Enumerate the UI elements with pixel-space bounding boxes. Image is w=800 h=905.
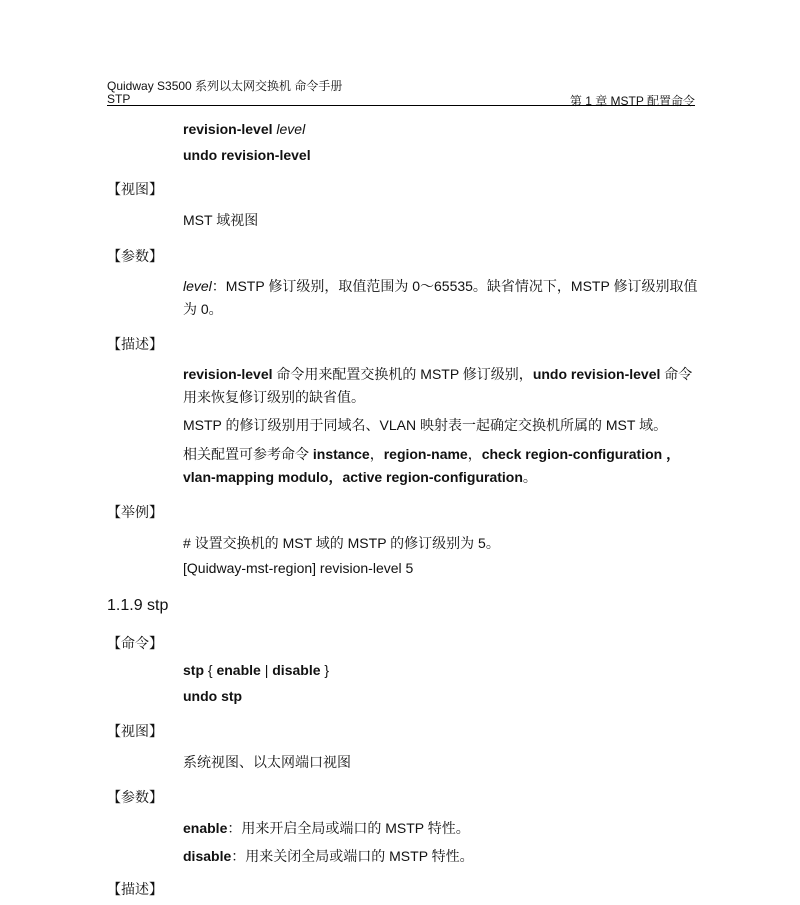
param-name: level [183, 278, 212, 294]
param-name: enable [183, 820, 228, 836]
param-desc: ：MSTP 修订级别，取值范围为 0～65535。缺省情况下，MSTP 修订级别取值 [211, 278, 698, 294]
command-keyword: revision-level [183, 121, 273, 137]
command-keyword: stp [183, 662, 204, 678]
param-disable [183, 846, 474, 866]
param-line-1 [183, 276, 697, 296]
desc-keyword: undo revision-level [532, 366, 661, 382]
syntax-bar: | [260, 662, 273, 678]
desc-keyword: vlan-mapping modulo [183, 469, 329, 485]
command-label: 【命令】 [107, 635, 163, 651]
command-option: disable [272, 662, 321, 678]
desc-text: 命令用来配置交换机的 MSTP 修订级别， [272, 366, 533, 382]
param-label: 【参数】 [107, 248, 163, 264]
desc-para-1-line-1 [183, 364, 692, 384]
syntax-brace: } [320, 662, 330, 678]
desc-sep: ， [369, 446, 384, 462]
example-label: 【举例】 [107, 504, 163, 520]
desc-sep: ， [467, 446, 482, 462]
view-label: 【视图】 [107, 181, 163, 197]
desc-keyword: active region-configuration [342, 469, 523, 485]
stp-command-syntax-1 [183, 662, 329, 678]
header-manual-title: Quidway S3500 系列以太网交换机 命令手册 [107, 79, 343, 93]
header-rule [107, 105, 695, 106]
param-label: 【参数】 [107, 789, 163, 805]
desc-para-3-line-2 [183, 467, 537, 487]
command-argument: level [276, 121, 306, 137]
desc-text: 命令 [660, 366, 693, 382]
desc-keyword: check region-configuration [481, 446, 663, 462]
command-syntax-2: undo revision-level [183, 147, 311, 163]
header-chapter-topic: STP [107, 92, 131, 106]
header-chapter-name: 第 1 章 MSTP 配置命令 [569, 94, 695, 108]
view-text: MST 域视图 [183, 212, 259, 228]
desc-keyword: instance [312, 446, 370, 462]
command-option: enable [216, 662, 261, 678]
desc-keyword: region-name [383, 446, 468, 462]
stp-command-syntax-2: undo stp [183, 688, 243, 704]
desc-sep: 。 [522, 469, 537, 485]
view-label: 【视图】 [107, 723, 163, 739]
desc-label: 【描述】 [107, 336, 163, 352]
param-enable [183, 818, 470, 838]
desc-para-1-line-2: 用来恢复修订级别的缺省值。 [183, 389, 365, 405]
example-comment: # 设置交换机的 MST 域的 MSTP 的修订级别为 5。 [183, 535, 500, 551]
desc-keyword: revision-level [183, 366, 273, 382]
example-command: [Quidway-mst-region] revision-level 5 [183, 560, 414, 576]
desc-sep: ， [328, 469, 343, 485]
desc-text: 相关配置可参考命令 [183, 446, 313, 462]
desc-para-2: MSTP 的修订级别用于同域名、VLAN 映射表一起确定交换机所属的 MST 域。 [183, 417, 668, 433]
param-line-2: 为 0。 [183, 301, 223, 317]
param-desc: ：用来开启全局或端口的 MSTP 特性。 [227, 820, 470, 836]
view-text: 系统视图、以太网端口视图 [183, 754, 351, 770]
param-desc: ：用来关闭全局或端口的 MSTP 特性。 [231, 848, 474, 864]
desc-para-3-line-1 [183, 444, 680, 464]
desc-sep: ， [662, 446, 681, 462]
command-syntax-1 [183, 121, 305, 137]
section-heading: 1.1.9 stp [107, 597, 169, 614]
param-name: disable [183, 848, 232, 864]
syntax-brace: { [204, 662, 217, 678]
desc-label: 【描述】 [107, 881, 163, 897]
